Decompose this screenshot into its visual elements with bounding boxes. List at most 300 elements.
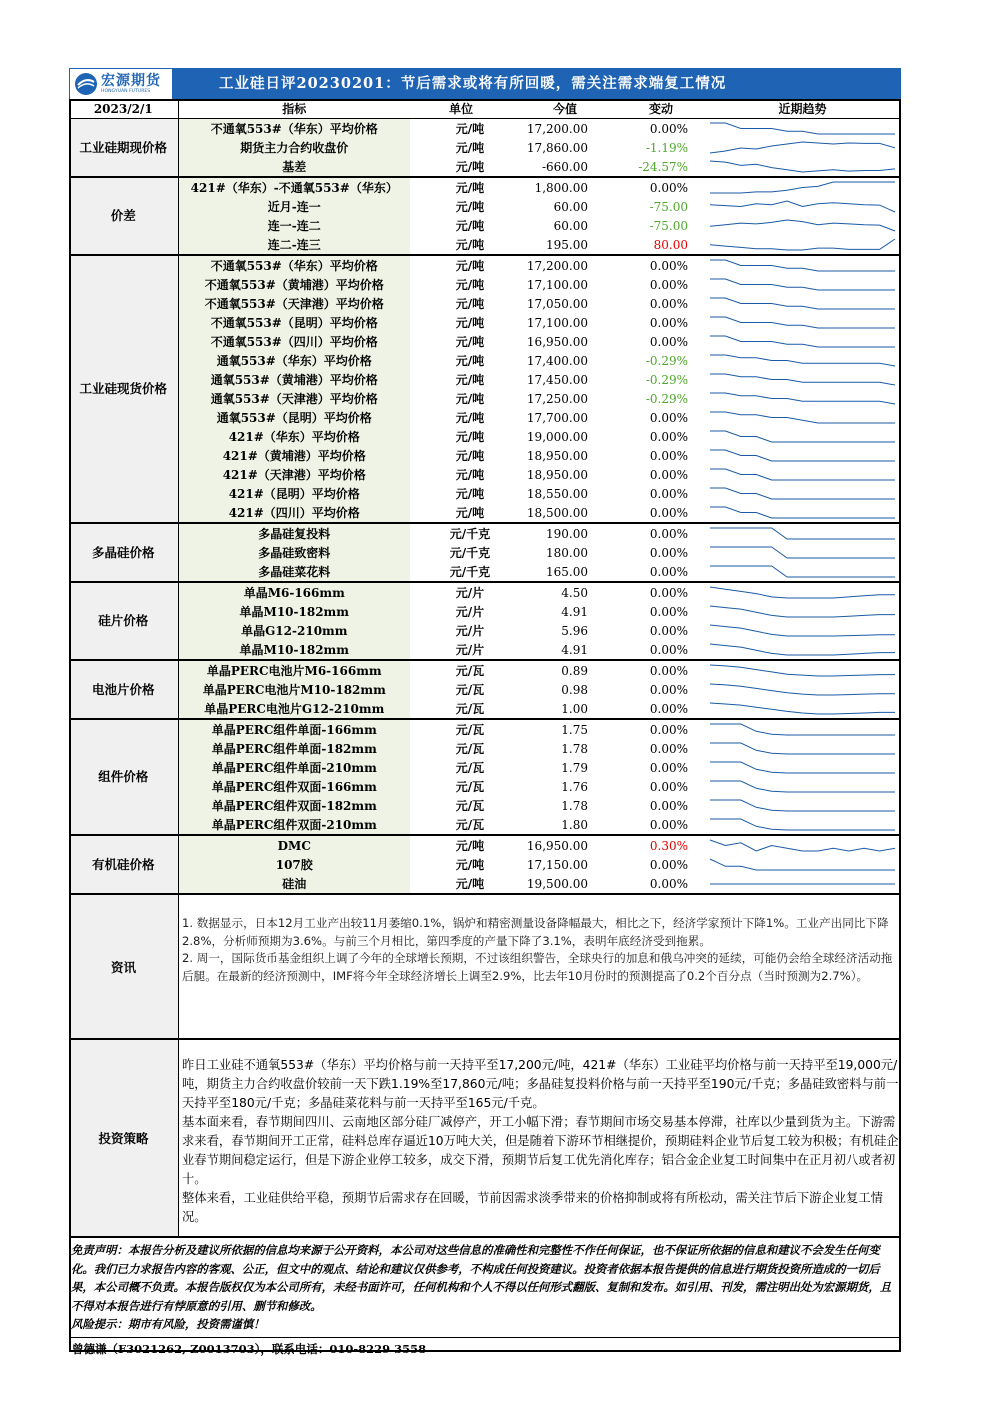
indicator-cell: 421#（华东）-不通氧553#（华东） (178, 177, 410, 197)
news-label: 资讯 (69, 895, 179, 1038)
trend-cell (704, 119, 901, 139)
value-cell: 60.00 (553, 199, 588, 214)
change-cell: 0.00% (649, 545, 688, 560)
title-banner (69, 68, 901, 100)
change-cell: -0.29% (645, 372, 688, 387)
table-row (69, 582, 901, 602)
indicator-cell: 107胶 (178, 855, 410, 874)
change-cell: 0.00% (649, 277, 688, 292)
value-cell: 18,500.00 (512, 503, 618, 523)
trend-line (710, 819, 895, 830)
value-cell: 165.00 (512, 562, 618, 582)
table-row (69, 446, 901, 465)
indicator-cell: 单晶PERC电池片G12-210mm (178, 699, 410, 719)
unit-cell: 元/吨 (410, 157, 512, 177)
table-row (69, 835, 901, 855)
trend-sparkline (708, 700, 897, 717)
trend-line (710, 587, 895, 598)
trend-line (710, 260, 895, 271)
change-cell: 0.00% (649, 296, 688, 311)
change-cell: 0.00% (649, 121, 688, 136)
change-cell: 0.00% (649, 623, 688, 638)
value-cell: 1.00 (512, 699, 618, 719)
unit-cell: 元/吨 (455, 429, 485, 444)
trend-sparkline (708, 816, 897, 833)
trend-line (710, 201, 895, 212)
hongyuan-logo-icon (74, 72, 98, 96)
indicator-cell: 单晶PERC组件单面-210mm (178, 758, 410, 777)
trend-line (710, 182, 895, 193)
value-cell: 0.98 (561, 682, 588, 697)
indicator-cell: 多晶硅菜花料 (178, 562, 410, 582)
table-row (69, 216, 901, 235)
trend-sparkline (708, 740, 897, 757)
category-label: 有机硅价格 (69, 835, 178, 894)
trend-sparkline (708, 333, 897, 350)
value-cell: 1.76 (561, 779, 588, 794)
table-row (69, 370, 901, 389)
table-row (69, 503, 901, 523)
value-cell: 0.89 (561, 663, 588, 678)
change-cell: 0.00% (649, 722, 688, 737)
change-cell: -24.57% (618, 157, 704, 177)
company-logo (70, 69, 172, 99)
change-cell: 0.00% (649, 682, 688, 697)
table-row (69, 351, 901, 370)
value-cell: 17,150.00 (526, 857, 588, 872)
change-cell: 80.00 (618, 235, 704, 255)
unit-cell: 元/吨 (455, 334, 485, 349)
header-change: 变动 (618, 100, 704, 119)
change-cell: 0.30% (649, 838, 688, 853)
trend-cell (704, 255, 901, 275)
trend-cell (704, 138, 901, 157)
value-cell: 1,800.00 (534, 180, 588, 195)
trend-cell (704, 543, 901, 562)
value-cell: 18,550.00 (526, 486, 588, 501)
unit-cell: 元/瓦 (455, 779, 485, 794)
change-cell: 0.00% (649, 857, 688, 872)
change-cell: 0.00% (649, 258, 688, 273)
table-row (69, 640, 901, 660)
trend-cell (704, 874, 901, 894)
value-cell: 60.00 (553, 218, 588, 233)
disclaimer-text: 免责声明：本报告分析及建议所依据的信息均来源于公开资料，本公司对这些信息的准确性和完整性不作任何保证，也不保证所依据的信息和建议不会发生任何变化。我们已力求报告内容的客观、公正，但文中的观点、结论和建议仅供参考，不构成任何投资建议。投资者依据本报告提供的信息进行期货投资所造成的一切后果，本公司概不负责。本报告版权仅为本公司所有，未经书面许可，任何机构和个人不得以任何形式翻版、复制和发布。如引用、刊发，需注明出处为宏源期货，且不得对本报告进行有悖原意的引用、删节和修改。 (71, 1243, 892, 1313)
trend-sparkline (708, 525, 897, 542)
risk-warning: 风险提示：期市有风险，投资需谨慎！ (71, 1317, 265, 1331)
table-row (69, 157, 901, 177)
trend-sparkline (708, 544, 897, 561)
trend-cell (704, 313, 901, 332)
unit-cell: 元/吨 (455, 218, 485, 233)
trend-cell (704, 621, 901, 640)
table-row (69, 197, 901, 216)
trend-sparkline (708, 217, 897, 234)
change-cell: 0.00% (618, 874, 704, 894)
indicator-cell: 硅油 (178, 874, 410, 894)
trend-line (710, 123, 895, 134)
table-row (69, 177, 901, 197)
table-row (69, 543, 901, 562)
unit-cell: 元/吨 (455, 277, 485, 292)
change-cell: 0.00% (618, 503, 704, 523)
trend-line (710, 336, 895, 347)
trend-cell (704, 523, 901, 543)
value-cell: 17,400.00 (526, 353, 588, 368)
value-cell: -660.00 (512, 157, 618, 177)
strategy-paragraph-2: 基本面来看，春节期间四川、云南地区部分硅厂减停产，开工小幅下滑；春节期间市场交易基本停滞，社库以少量到货为主。下游需求来看，春节期间开工正常，硅料总库存逼近10万吨大关，但是随着下游环节相继提价，预期硅料企业节后复工较为积极；有机硅企业春节期间稳定运行，但是下游企业停工较多，成交下滑，预期节后复工优先消化库存；铝合金企业复工时间集中在正月初八或者初十。 (182, 1115, 899, 1186)
table-row (69, 874, 901, 894)
change-cell: -75.00 (649, 218, 688, 233)
change-cell: 0.00% (649, 429, 688, 444)
change-cell: -0.29% (645, 353, 688, 368)
value-cell: 4.91 (561, 604, 588, 619)
value-cell: 17,200.00 (526, 121, 588, 136)
trend-sparkline (708, 158, 897, 175)
category-label: 硅片价格 (69, 582, 178, 660)
change-cell: 0.00% (649, 315, 688, 330)
trend-cell (704, 582, 901, 602)
indicator-cell: 不通氧553#（黄埔港）平均价格 (178, 275, 410, 294)
indicator-cell: 单晶PERC组件单面-166mm (178, 719, 410, 739)
header-indicator: 指标 (178, 100, 410, 119)
unit-cell: 元/吨 (410, 235, 512, 255)
trend-cell (704, 503, 901, 523)
value-cell: 1.80 (512, 815, 618, 835)
logo-en-text: HONGYUAN FUTURES (101, 88, 151, 94)
trend-cell (704, 216, 901, 235)
trend-line (710, 393, 895, 404)
indicator-cell: 单晶M6-166mm (178, 582, 410, 602)
unit-cell: 元/吨 (455, 199, 485, 214)
trend-line (710, 566, 895, 577)
trend-line (710, 743, 895, 754)
value-cell: 17,700.00 (526, 410, 588, 425)
trend-line (710, 724, 895, 735)
unit-cell: 元/千克 (449, 526, 491, 541)
value-cell: 19,500.00 (512, 874, 618, 894)
trend-cell (704, 815, 901, 835)
trend-sparkline (708, 276, 897, 293)
trend-line (710, 781, 895, 792)
trend-cell (704, 408, 901, 427)
indicator-cell: 不通氧553#（四川）平均价格 (178, 332, 410, 351)
table-row (69, 699, 901, 719)
table-row (69, 680, 901, 699)
trend-cell (704, 177, 901, 197)
trend-line (710, 220, 895, 231)
trend-line (710, 142, 895, 153)
indicator-cell: DMC (178, 835, 410, 855)
value-cell: 5.96 (561, 623, 588, 638)
trend-line (710, 507, 895, 518)
table-row (69, 777, 901, 796)
trend-line (710, 684, 895, 695)
header-unit: 单位 (410, 100, 512, 119)
trend-cell (704, 389, 901, 408)
unit-cell: 元/吨 (455, 296, 485, 311)
trend-sparkline (708, 390, 897, 407)
indicator-cell: 近月-连一 (178, 197, 410, 216)
trend-sparkline (708, 797, 897, 814)
value-cell: 1.78 (561, 798, 588, 813)
unit-cell: 元/千克 (410, 562, 512, 582)
trend-cell (704, 484, 901, 503)
table-row (69, 621, 901, 640)
report-sheet (69, 68, 901, 1360)
trend-line (710, 840, 895, 851)
trend-sparkline (708, 179, 897, 196)
change-cell: 0.00% (649, 486, 688, 501)
trend-cell (704, 660, 901, 680)
indicator-cell: 基差 (178, 157, 410, 177)
trend-sparkline (708, 875, 897, 892)
trend-sparkline (708, 721, 897, 738)
table-row (69, 313, 901, 332)
trend-sparkline (708, 856, 897, 873)
change-cell: 0.00% (649, 585, 688, 600)
unit-cell: 元/吨 (455, 467, 485, 482)
value-cell: 16,950.00 (526, 838, 588, 853)
table-row (69, 660, 901, 680)
table-row (69, 427, 901, 446)
change-cell: 0.00% (649, 798, 688, 813)
trend-cell (704, 370, 901, 389)
change-cell: 0.00% (649, 410, 688, 425)
change-cell: 0.00% (649, 448, 688, 463)
table-row (69, 119, 901, 139)
trend-cell (704, 835, 901, 855)
value-cell: 4.50 (561, 585, 588, 600)
trend-line (710, 488, 895, 499)
unit-cell: 元/片 (455, 623, 485, 638)
trend-sparkline (708, 139, 897, 156)
unit-cell: 元/吨 (410, 503, 512, 523)
unit-cell: 元/吨 (410, 874, 512, 894)
unit-cell: 元/吨 (455, 486, 485, 501)
value-cell: 17,860.00 (526, 140, 588, 155)
indicator-cell: 421#（黄埔港）平均价格 (178, 446, 410, 465)
indicator-cell: 421#（四川）平均价格 (178, 503, 410, 523)
category-label: 价差 (69, 177, 178, 255)
table-row (69, 294, 901, 313)
trend-line (710, 800, 895, 811)
unit-cell: 元/瓦 (455, 722, 485, 737)
trend-cell (704, 855, 901, 874)
trend-cell (704, 465, 901, 484)
trend-sparkline (708, 236, 897, 253)
news-section (69, 895, 901, 1040)
unit-cell: 元/吨 (455, 448, 485, 463)
change-cell: 0.00% (649, 760, 688, 775)
news-paragraph-2: 2. 周一，国际货币基金组织上调了今年的全球增长预期，不过该组织警告，全球央行的加息和俄乌冲突的延续，可能仍会给全球经济活动拖后腿。在最新的经济预测中，IMF将今年全球经济增长上调至2.9%，比去年10月份时的预测提高了0.2个百分点（当时预测为2.7%）。 (182, 951, 893, 983)
unit-cell: 元/吨 (455, 838, 485, 853)
indicator-cell: 不通氧553#（华东）平均价格 (178, 255, 410, 275)
change-cell: 0.00% (649, 180, 688, 195)
trend-sparkline (708, 447, 897, 464)
trend-sparkline (708, 428, 897, 445)
value-cell: 17,050.00 (526, 296, 588, 311)
trend-line (710, 469, 895, 480)
trend-cell (704, 427, 901, 446)
trend-cell (704, 197, 901, 216)
table-row (69, 138, 901, 157)
report-title: 工业硅日评20230201：节后需求或将有所回暖，需关注需求端复工情况 (219, 75, 727, 92)
category-label: 电池片价格 (69, 660, 178, 719)
trend-line (710, 279, 895, 290)
table-row (69, 465, 901, 484)
strategy-paragraph-3: 整体来看，工业硅供给平稳，预期节后需求存在回暖，节前因需求淡季带来的价格抑制或将有所松动，需关注节后下游企业复工情况。 (182, 1191, 883, 1224)
indicator-cell: 连一-连二 (178, 216, 410, 235)
indicator-cell: 单晶PERC组件双面-182mm (178, 796, 410, 815)
indicator-cell: 不通氧553#（华东）平均价格 (178, 119, 410, 139)
table-row (69, 562, 901, 582)
table-row (69, 389, 901, 408)
unit-cell: 元/瓦 (455, 760, 485, 775)
table-row (69, 255, 901, 275)
unit-cell: 元/吨 (455, 857, 485, 872)
table-row (69, 815, 901, 835)
value-cell: 195.00 (512, 235, 618, 255)
value-cell: 17,200.00 (526, 258, 588, 273)
indicator-cell: 421#（昆明）平均价格 (178, 484, 410, 503)
trend-sparkline (708, 603, 897, 620)
trend-sparkline (708, 662, 897, 679)
trend-sparkline (708, 584, 897, 601)
table-row (69, 408, 901, 427)
table-header-row (69, 100, 901, 119)
trend-line (710, 547, 895, 558)
indicator-cell: 不通氧553#（天津港）平均价格 (178, 294, 410, 313)
change-cell: 0.00% (649, 663, 688, 678)
news-paragraph-1: 1. 数据显示，日本12月工业产出较11月萎缩0.1%，锅炉和精密测量设备降幅最大，相比之下，经济学家预计下降1%。工业产出同比下降2.8%，分析师预期为3.6%。与前三个月相比，第四季度的产量下降了3.1%，表明年底经济受到拖累。 (182, 916, 889, 948)
trend-sparkline (708, 837, 897, 854)
trend-sparkline (708, 778, 897, 795)
indicator-cell: 单晶M10-182mm (178, 602, 410, 621)
unit-cell: 元/瓦 (455, 682, 485, 697)
indicator-cell: 通氧553#（天津港）平均价格 (178, 389, 410, 408)
trend-line (710, 625, 895, 636)
trend-cell (704, 699, 901, 719)
unit-cell: 元/吨 (455, 353, 485, 368)
news-body (179, 895, 901, 1038)
header-trend: 近期趋势 (704, 100, 901, 119)
value-cell: 17,100.00 (526, 315, 588, 330)
analyst-contact: 曾德谦（F3021262, Z0013703），联系电话：010-8229 3558 (72, 1341, 427, 1356)
change-cell: 0.00% (649, 334, 688, 349)
strategy-section (69, 1040, 901, 1238)
unit-cell: 元/瓦 (410, 815, 512, 835)
change-cell: -0.29% (645, 391, 688, 406)
trend-line (710, 859, 895, 870)
indicator-cell: 多晶硅致密料 (178, 543, 410, 562)
trend-cell (704, 562, 901, 582)
header-date: 2023/2/1 (69, 100, 178, 119)
table-row (69, 796, 901, 815)
indicator-cell: 连二-连三 (178, 235, 410, 255)
indicator-cell: 单晶PERC电池片M6-166mm (178, 660, 410, 680)
indicator-cell: 多晶硅复投料 (178, 523, 410, 543)
trend-cell (704, 640, 901, 660)
change-cell: 0.00% (649, 604, 688, 619)
trend-line (710, 412, 895, 423)
trend-line (710, 431, 895, 442)
value-cell: 4.91 (512, 640, 618, 660)
trend-line (710, 239, 895, 250)
trend-sparkline (708, 295, 897, 312)
trend-line (710, 762, 895, 773)
trend-cell (704, 602, 901, 621)
table-row (69, 602, 901, 621)
change-cell: 0.00% (649, 467, 688, 482)
value-cell: 16,950.00 (526, 334, 588, 349)
value-cell: 18,950.00 (526, 467, 588, 482)
strategy-body (179, 1040, 901, 1236)
trend-sparkline (708, 622, 897, 639)
trend-cell (704, 739, 901, 758)
value-cell: 1.79 (561, 760, 588, 775)
disclaimer (69, 1238, 901, 1338)
unit-cell: 元/吨 (455, 391, 485, 406)
table-row (69, 484, 901, 503)
value-cell: 17,250.00 (526, 391, 588, 406)
unit-cell: 元/片 (455, 585, 485, 600)
unit-cell: 元/吨 (455, 258, 485, 273)
change-cell: 0.00% (618, 562, 704, 582)
trend-line (710, 355, 895, 366)
trend-line (710, 317, 895, 328)
trend-sparkline (708, 759, 897, 776)
change-cell: 0.00% (649, 526, 688, 541)
table-row (69, 235, 901, 255)
change-cell: 0.00% (618, 815, 704, 835)
strategy-paragraph-1: 昨日工业硅不通氧553#（华东）平均价格与前一天持平至17,200元/吨，421#（华东）工业硅平均价格与前一天持平至19,000元/吨，期货主力合约收盘价较前一天下跌1.19%至17,860元/吨；多晶硅复投料价格与前一天持平至190元/千克；多晶硅致密料与前一天持平至180元/千克；多晶硅菜花料与前一天持平至165元/千克。 (182, 1058, 899, 1110)
unit-cell: 元/片 (410, 640, 512, 660)
table-row (69, 739, 901, 758)
category-label: 组件价格 (69, 719, 178, 835)
trend-sparkline (708, 504, 897, 521)
trend-line (710, 644, 895, 655)
table-row (69, 275, 901, 294)
trend-sparkline (708, 120, 897, 137)
trend-sparkline (708, 409, 897, 426)
trend-cell (704, 777, 901, 796)
change-cell: 0.00% (649, 779, 688, 794)
trend-sparkline (708, 314, 897, 331)
trend-line (710, 528, 895, 539)
indicator-cell: 单晶G12-210mm (178, 621, 410, 640)
unit-cell: 元/千克 (449, 545, 491, 560)
trend-line (710, 665, 895, 676)
trend-sparkline (708, 466, 897, 483)
indicator-cell: 421#（天津港）平均价格 (178, 465, 410, 484)
unit-cell: 元/瓦 (455, 741, 485, 756)
indicator-cell: 单晶PERC组件双面-210mm (178, 815, 410, 835)
trend-sparkline (708, 641, 897, 658)
table-row (69, 332, 901, 351)
value-cell: 18,950.00 (526, 448, 588, 463)
trend-line (710, 374, 895, 385)
value-cell: 19,000.00 (526, 429, 588, 444)
unit-cell: 元/吨 (455, 410, 485, 425)
change-cell: 0.00% (618, 699, 704, 719)
value-cell: 17,100.00 (526, 277, 588, 292)
trend-cell (704, 719, 901, 739)
strategy-label: 投资策略 (69, 1040, 179, 1236)
trend-cell (704, 275, 901, 294)
trend-line (710, 606, 895, 617)
unit-cell: 元/片 (455, 604, 485, 619)
